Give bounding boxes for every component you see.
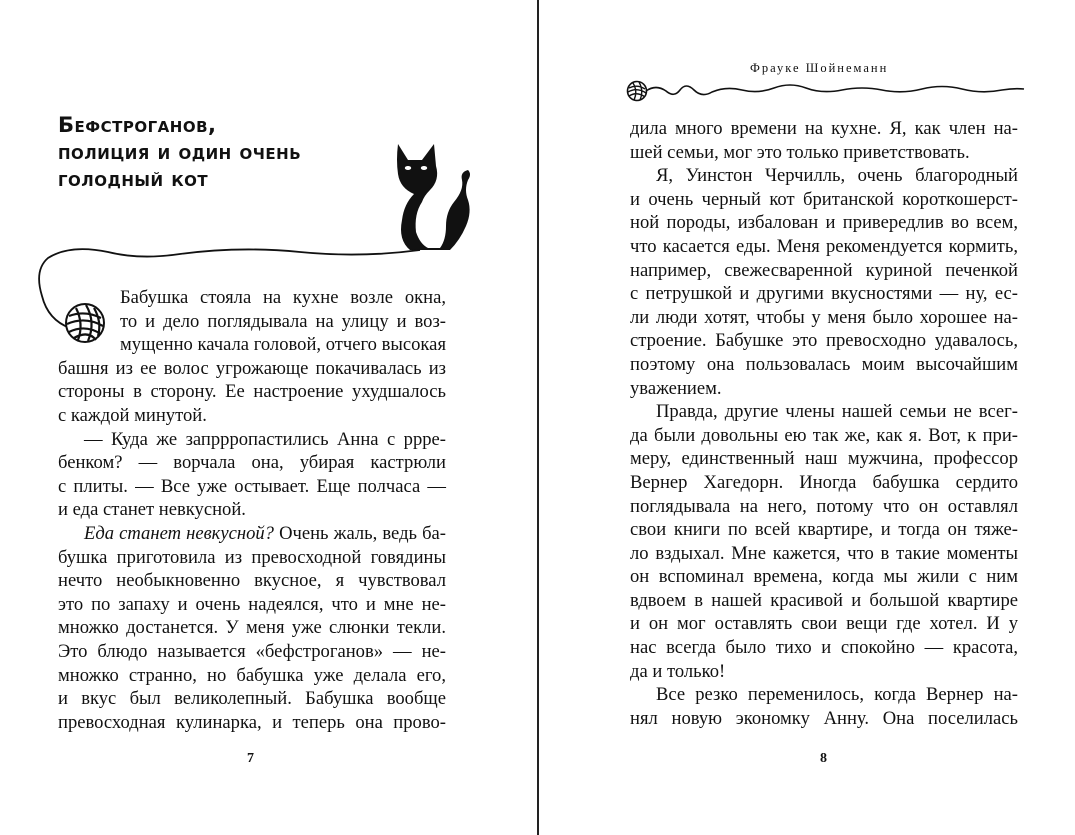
text-line: и еда станет невкусной. <box>58 499 246 521</box>
text-line: Все резко переменилось, когда Вернер на- <box>656 684 1018 706</box>
text-line: бушка приготовила из превосходной говядины <box>58 546 446 568</box>
text-line: и он мог оставлять свои вещи где хотел. И у <box>630 613 1018 635</box>
text-line: это по запаху и очень надеялся, что и мне не- <box>58 593 446 615</box>
text-line: Вернер Хагедорн. Иногда бабушка сердито <box>630 471 1018 493</box>
text-line: с плиты. — Все уже остывает. Еще полчаса — <box>58 475 446 497</box>
text-line: превосходная кулинарка, и теперь она прово- <box>58 711 446 733</box>
text-line: например, свежесваренной куриной печенкой <box>630 259 1018 281</box>
text-line: да и только! <box>630 660 726 682</box>
text-line: множко странно, но бабушка уже делала его, <box>58 664 446 686</box>
text-segment: Очень жаль, ведь ба- <box>273 522 447 544</box>
text-line: — Куда же запррропастились Анна с ррре- <box>84 428 446 450</box>
text-line: то и дело поглядывала на улицу и воз- <box>120 310 446 332</box>
text-line: меру, единственный наш мужчина, профессор <box>630 448 1018 470</box>
text-line: мущенно качала головой, отчего высокая <box>120 334 446 356</box>
text-line: и очень черный кот британской короткошерст- <box>630 188 1018 210</box>
text-line: ли люди хотят, чтобы у меня было хорошее на- <box>630 306 1018 328</box>
book-spine-divider <box>537 0 539 835</box>
text-line: дила много времени на кухне. Я, как член на- <box>630 118 1018 139</box>
text-line: уважением. <box>630 377 722 399</box>
text-line: башня из ее волос угрожающе покачивалась из <box>58 357 446 379</box>
text-line: нас всегда было тихо и спокойно — красота, <box>630 637 1018 659</box>
text-line: множко достанется. У меня уже слюнки текли. <box>58 617 446 639</box>
running-head-author: Фрауке Шойнеманн <box>750 61 889 75</box>
page-number-left: 7 <box>247 751 254 766</box>
text-line <box>58 522 446 546</box>
text-line: ной породы, избалован и привередлив во всем, <box>630 212 1018 234</box>
text-line: ло вздыхал. Мне кажется, что в такие моменты <box>630 542 1018 564</box>
text-line: поглядывала на него, потому что он оставлял <box>630 495 1018 517</box>
right-page-body-text <box>630 117 1018 730</box>
text-line: и вкус был великолепный. Бабушка вообще <box>58 688 446 710</box>
left-page-body-text <box>58 286 446 734</box>
chapter-title-line-1: Бефстроганов, <box>58 113 217 137</box>
text-line: шей семьи, мог это только приветствовать. <box>630 141 970 163</box>
chapter-title <box>58 112 388 193</box>
chapter-title-line-3: голодный кот <box>58 167 209 191</box>
text-line: поэтому она пользовалась моим высочайшим <box>630 353 1018 375</box>
text-line: Правда, другие члены нашей семьи не всег- <box>656 401 1018 423</box>
text-line: он вспоминал времена, когда мы жили с ним <box>630 566 1018 588</box>
text-line: да были довольны ею так же, как я. Вот, к при- <box>630 424 1018 446</box>
page-number-right: 8 <box>820 751 827 766</box>
chapter-title-line-2: полиция и один очень <box>58 140 302 164</box>
text-line: с каждой минутой. <box>58 404 207 426</box>
text-line: нечто необыкновенно вкусное, я чувствовал <box>58 570 446 592</box>
text-line: бенком? — ворчала она, убирая кастрюли <box>58 452 446 474</box>
text-line: стороны в сторону. Ее настроение ухудшалось <box>58 381 446 403</box>
text-line: Это блюдо называется «бефстроганов» — не- <box>58 640 446 662</box>
text-line: с петрушкой и другими вкусностями — ну, ес- <box>630 283 1018 305</box>
right-page <box>540 0 1075 835</box>
italic-phrase: Еда станет невкусной? <box>84 522 274 544</box>
left-page <box>0 0 536 835</box>
wavy-string-right <box>646 78 1026 102</box>
text-line: свои книги по всей квартире, и тогда он тяже- <box>630 519 1018 541</box>
text-line: Бабушка стояла на кухне возле окна, <box>120 287 446 308</box>
text-line: Я, Уинстон Черчилль, очень благородный <box>656 165 1018 187</box>
text-line: вдвоем в нашей красивой и большой квартире <box>630 589 1018 611</box>
text-line: что касается еды. Меня рекомендуется кормить, <box>630 235 1018 257</box>
text-line: нял новую экономку Анну. Она поселилась <box>630 707 1018 729</box>
text-line: строение. Бабушке это превосходно удавалось, <box>630 330 1018 352</box>
yarn-ball-small-icon <box>626 80 648 102</box>
